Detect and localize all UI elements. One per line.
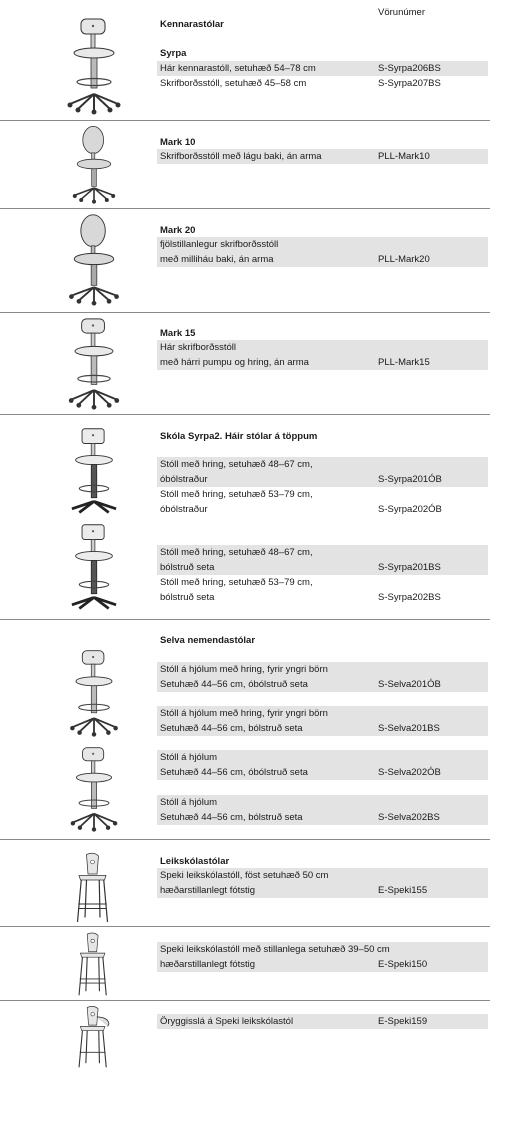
section-heading: Leikskólastólar xyxy=(160,856,230,867)
section-subheading: Syrpa xyxy=(160,48,187,59)
section-divider xyxy=(0,1000,490,1001)
product-description: Stóll á hjólum með hring, fyrir yngri börn xyxy=(160,708,328,719)
product-description: Stóll með hring, setuhæð 48–67 cm, xyxy=(160,547,313,558)
product-code: S-Selva202BS xyxy=(378,812,440,823)
product-row xyxy=(157,662,488,692)
section-divider xyxy=(0,619,490,620)
product-code: S-Selva202ÓB xyxy=(378,767,441,778)
product-description: Stóll á hjólum með hring, fyrir yngri börn xyxy=(160,664,328,675)
product-description: Speki leikskólastóll, föst setuhæð 50 cm xyxy=(160,870,329,881)
product-code: S-Syrpa202ÓB xyxy=(378,504,442,515)
product-row xyxy=(157,1014,488,1029)
product-description: Stóll á hjólum xyxy=(160,797,218,808)
speki-safety-bar-image xyxy=(63,1002,125,1070)
product-description: Hár skrifborðsstóll xyxy=(160,342,237,353)
product-row xyxy=(157,545,488,575)
section-heading: Mark 15 xyxy=(160,328,196,339)
product-code: PLL-Mark10 xyxy=(378,151,430,162)
section-heading: Mark 20 xyxy=(160,225,196,236)
speki-chair-image xyxy=(63,850,125,925)
product-description: óbólstraður xyxy=(160,474,208,485)
section-divider xyxy=(0,839,490,840)
product-row xyxy=(157,942,488,972)
section-heading: Skóla Syrpa2. Háir stólar á töppum xyxy=(160,431,318,442)
vorunumer-column-header: Vörunúmer xyxy=(378,7,425,18)
product-row xyxy=(157,76,488,91)
product-description: Speki leikskólastóll með stillanlega setuhæð 39–50 cm xyxy=(160,944,390,955)
product-code: S-Selva201ÓB xyxy=(378,679,441,690)
product-description: Skrifborðsstóll með lágu baki, án arma xyxy=(160,151,322,162)
product-description: Setuhæð 44–56 cm, bólstruð seta xyxy=(160,723,303,734)
product-row xyxy=(157,457,488,487)
product-row xyxy=(157,237,488,267)
product-description: Setuhæð 44–56 cm, óbólstruð seta xyxy=(160,679,308,690)
product-description: Stóll með hring, setuhæð 53–79 cm, xyxy=(160,489,313,500)
product-description: Stóll með hring, setuhæð 53–79 cm, xyxy=(160,577,313,588)
product-row xyxy=(157,340,488,370)
product-description: Stóll með hring, setuhæð 48–67 cm, xyxy=(160,459,313,470)
product-description: Stóll á hjólum xyxy=(160,752,218,763)
section-divider xyxy=(0,414,490,415)
product-row xyxy=(157,487,488,517)
section-heading: Selva nemendastólar xyxy=(160,635,256,646)
product-row xyxy=(157,149,488,164)
product-row xyxy=(157,575,488,605)
selva-chair-image xyxy=(63,745,125,833)
product-code: S-Syrpa206BS xyxy=(378,63,441,74)
speki-adjustable-chair-image xyxy=(63,930,125,998)
product-description: hæðarstillanlegt fótstig xyxy=(160,959,256,970)
syrpa2-unupholstered-stool-image xyxy=(63,426,125,518)
product-code: PLL-Mark15 xyxy=(378,357,430,368)
product-description: Skrifborðsstóll, setuhæð 45–58 cm xyxy=(160,78,307,89)
section-heading: Mark 10 xyxy=(160,137,196,148)
product-description: bólstruð seta xyxy=(160,562,215,573)
product-code: E-Speki150 xyxy=(378,959,428,970)
section-divider xyxy=(0,120,490,121)
product-code: PLL-Mark20 xyxy=(378,254,430,265)
section-heading: Kennarastólar xyxy=(160,19,224,30)
product-description: Hár kennarastóll, setuhæð 54–78 cm xyxy=(160,63,316,74)
product-code: E-Speki159 xyxy=(378,1016,428,1027)
section-divider xyxy=(0,926,490,927)
product-description: með milliháu baki, án arma xyxy=(160,254,274,265)
section-divider xyxy=(0,312,490,313)
product-description: Setuhæð 44–56 cm, bólstruð seta xyxy=(160,812,303,823)
teacher-stool-image xyxy=(63,16,125,116)
syrpa2-upholstered-stool-image xyxy=(63,522,125,614)
product-description: með hárri pumpu og hring, án arma xyxy=(160,357,309,368)
product-code: S-Syrpa207BS xyxy=(378,78,441,89)
product-code: S-Syrpa202BS xyxy=(378,592,441,603)
product-description: Setuhæð 44–56 cm, óbólstruð seta xyxy=(160,767,308,778)
product-code: S-Syrpa201ÓB xyxy=(378,474,442,485)
product-row xyxy=(157,706,488,736)
mark20-chair-image xyxy=(63,212,125,306)
selva-ring-chair-image xyxy=(63,648,125,738)
product-code: S-Selva201BS xyxy=(378,723,440,734)
mark10-chair-image xyxy=(63,124,125,204)
section-divider xyxy=(0,208,490,209)
product-code: S-Syrpa201BS xyxy=(378,562,441,573)
product-description: bólstruð seta xyxy=(160,592,215,603)
product-row xyxy=(157,868,488,898)
product-code: E-Speki155 xyxy=(378,885,428,896)
product-description: hæðarstillanlegt fótstig xyxy=(160,885,256,896)
product-row xyxy=(157,61,488,76)
product-description: Öryggisslá á Speki leikskólastól xyxy=(160,1016,294,1027)
product-row xyxy=(157,750,488,780)
mark15-chair-image xyxy=(63,316,125,411)
product-description: óbólstraður xyxy=(160,504,208,515)
product-row xyxy=(157,795,488,825)
product-description: fjölstillanlegur skrifborðsstóll xyxy=(160,239,279,250)
